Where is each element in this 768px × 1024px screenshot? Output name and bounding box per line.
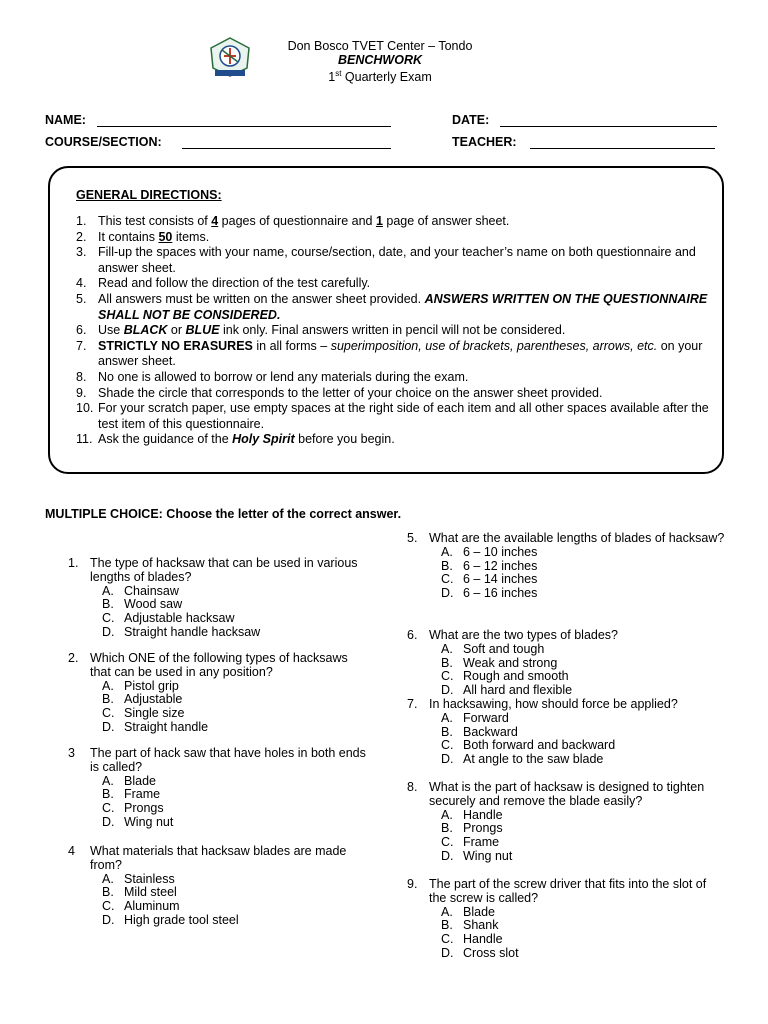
subject-title: BENCHWORK [337,53,423,67]
question-number: 8. [407,780,418,794]
option-letter: A. [441,544,453,559]
option-text: Forward [463,710,509,725]
question-item [407,698,727,767]
teacher-label: TEACHER: [452,135,517,149]
option-text: All hard and flexible [463,683,573,698]
option-letter: D. [102,814,115,829]
option-text: Frame [124,787,161,802]
option-letter: D. [441,683,454,698]
option-letter: A. [441,904,453,919]
option-text: Wing nut [124,814,174,829]
direction-text: before you begin. [294,432,395,447]
direction-number: 10. [76,401,94,416]
option-text: Adjustable [124,692,183,707]
option-letter: C. [441,932,454,947]
question-number: 3 [68,746,75,760]
question-item [68,557,368,640]
answer-option [68,886,368,900]
option-letter: B. [441,655,453,670]
question-text: What are the two types of blades? [429,628,618,642]
option-letter: D. [102,624,115,639]
question-number: 2. [68,651,79,665]
direction-text: superimposition, use of brackets, parentheses, arrows, etc. [330,338,658,353]
direction-item [76,432,716,448]
question-item [68,747,368,830]
option-text: 6 – 10 inches [463,544,538,559]
question-item [68,845,368,928]
option-text: Prongs [124,801,164,816]
question-number: 5. [407,531,418,545]
question-text: The part of hack saw that have holes in both ends is called? [90,746,366,774]
option-letter: C. [441,669,454,684]
answer-option [407,906,727,920]
option-letter: C. [441,572,454,587]
direction-number: 1. [76,214,87,228]
option-letter: D. [441,752,454,767]
direction-text: Holy Spirit [232,432,295,447]
question-text: Which ONE of the following types of hacksaws that can be used in any position? [90,651,348,679]
name-label: NAME: [45,113,86,127]
option-letter: A. [102,871,114,886]
option-text: Handle [463,807,503,822]
question-item [407,781,727,864]
answer-option [407,739,727,753]
answer-option [68,626,368,640]
option-text: Pistol grip [124,678,179,693]
direction-item [76,386,716,402]
answer-option [68,788,368,802]
answer-option [407,933,727,947]
direction-text: 1 [375,214,383,228]
direction-item [76,370,716,386]
option-text: Prongs [463,821,503,836]
direction-item [76,230,716,246]
date-label: DATE: [452,113,490,127]
option-text: Straight handle [124,719,209,734]
answer-option [407,809,727,823]
answer-option [407,753,727,767]
option-text: Wing nut [463,848,513,863]
answer-option [68,914,368,928]
exam-header [270,39,490,84]
option-letter: A. [102,773,114,788]
question-text: In hacksawing, how should force be applied? [429,697,678,711]
answer-option [68,585,368,599]
direction-number: 6. [76,323,87,338]
option-letter: B. [441,558,453,573]
answer-option [407,657,727,671]
direction-number: 11. [76,432,93,447]
multiple-choice-title: MULTIPLE CHOICE: Choose the letter of the correct answer. [45,507,402,521]
option-text: Backward [463,724,518,739]
answer-option [407,546,727,560]
question-number: 4 [68,844,75,858]
direction-text: BLACK [123,323,168,338]
option-letter: B. [102,787,114,802]
option-letter: D. [441,848,454,863]
direction-number: 2. [76,229,87,244]
direction-text: BLUE [185,323,220,338]
option-letter: D. [441,586,454,601]
direction-text: ANSWERS WRITTEN ON THE QUESTIONNAIRE SHALL NOT BE CONSIDERED. [98,291,708,322]
direction-item [76,339,716,370]
exam-title: 1st Quarterly Exam [328,69,432,85]
direction-text: Read and follow the direction of the test carefully. [98,276,371,291]
answer-option [407,684,727,698]
directions-title: GENERAL DIRECTIONS: [76,188,222,202]
answer-option [407,947,727,961]
direction-item [76,276,716,292]
question-item [407,878,727,961]
option-text: Cross slot [463,945,519,960]
option-letter: B. [102,597,114,612]
option-text: High grade tool steel [124,912,239,927]
option-text: Both forward and backward [463,738,616,753]
direction-text: Shade the circle that corresponds to the letter of your choice on the answer sheet provided. [98,385,603,400]
question-item [68,652,368,735]
direction-text: This test consists of [98,214,212,228]
option-text: Blade [124,773,156,788]
question-item [407,532,727,601]
option-letter: D. [102,912,115,927]
option-letter: A. [441,710,453,725]
school-logo-icon [207,36,253,80]
question-text: What is the part of hacksaw is designed to tighten securely and remove the blade easily? [429,780,705,808]
answer-option [68,816,368,830]
option-text: Aluminum [124,899,180,914]
direction-item [76,292,716,323]
question-text: The part of the screw driver that fits into the slot of the screw is called? [429,877,707,905]
option-text: 6 – 14 inches [463,572,538,587]
option-letter: B. [102,885,114,900]
option-letter: D. [441,945,454,960]
direction-text: 50 [158,229,173,244]
direction-item [76,245,716,276]
direction-text: ink only. Final answers written in pencil will not be considered. [219,323,566,338]
direction-number: 9. [76,385,87,400]
option-text: Shank [463,918,499,933]
option-text: Stainless [124,871,175,886]
direction-text: It contains [98,229,159,244]
direction-item [76,401,716,432]
direction-text: All answers must be written on the answer sheet provided. [98,291,425,306]
direction-text: pages of questionnaire and [218,214,376,228]
option-letter: C. [441,835,454,850]
direction-text: No one is allowed to borrow or lend any materials during the exam. [98,369,469,384]
question-number: 1. [68,556,79,570]
option-text: Chainsaw [124,583,179,598]
answer-option [407,643,727,657]
direction-text: Use [98,323,124,338]
answer-option [407,726,727,740]
option-text: Handle [463,932,503,947]
option-text: Wood saw [124,597,183,612]
answer-option [68,707,368,721]
answer-option [407,919,727,933]
option-letter: D. [102,719,115,734]
school-name: Don Bosco TVET Center – Tondo [287,39,473,53]
option-letter: A. [441,641,453,656]
date-field[interactable] [452,113,489,127]
direction-number: 7. [76,338,87,353]
answer-option [407,836,727,850]
direction-text: page of answer sheet. [382,214,510,228]
answer-option [68,612,368,626]
direction-number: 8. [76,369,87,384]
direction-text: or [167,323,186,338]
answer-option [68,680,368,694]
teacher-field[interactable] [452,135,517,149]
option-text: Frame [463,835,500,850]
question-number: 6. [407,628,418,642]
option-text: Soft and tough [463,641,545,656]
question-text: What are the available lengths of blades of hacksaw? [429,531,725,545]
direction-number: 5. [76,291,87,306]
question-item [407,629,727,698]
name-field[interactable] [45,113,86,127]
question-number: 9. [407,877,418,891]
option-letter: C. [102,801,115,816]
option-letter: B. [102,692,114,707]
option-letter: A. [102,583,114,598]
answer-option [407,712,727,726]
direction-number: 3. [76,245,87,260]
direction-text: For your scratch paper, use empty spaces at the right side of each item and all other spaces available after the test item of this questionnaire. [98,401,709,431]
option-text: 6 – 12 inches [463,558,538,573]
option-text: Mild steel [124,885,177,900]
option-text: Weak and strong [463,655,558,670]
question-text: The type of hacksaw that can be used in various lengths of blades? [90,556,358,584]
direction-text: STRICTLY NO ERASURES [98,338,253,353]
answer-option [68,598,368,612]
option-text: At angle to the saw blade [463,752,604,767]
option-text: Blade [463,904,495,919]
answer-option [407,560,727,574]
question-number: 7. [407,697,418,711]
direction-item [76,323,716,339]
answer-option [68,775,368,789]
question-text: What materials that hacksaw blades are made from? [90,844,347,872]
option-letter: B. [441,724,453,739]
direction-text: on your answer sheet. [98,338,703,369]
option-letter: B. [441,821,453,836]
option-text: Straight handle hacksaw [124,624,261,639]
direction-text: 4 [211,214,219,228]
answer-option [68,802,368,816]
directions-list [76,214,716,448]
answer-option [407,850,727,864]
direction-text: items. [172,229,210,244]
answer-option [68,693,368,707]
answer-option [68,873,368,887]
answer-option [407,670,727,684]
answer-option [407,573,727,587]
option-letter: C. [102,706,115,721]
option-letter: C. [441,738,454,753]
option-text: 6 – 16 inches [463,586,538,601]
course-section-field[interactable] [45,135,162,149]
course-section-label: COURSE/SECTION: [45,135,162,149]
direction-text: Ask the guidance of the [98,432,233,447]
option-letter: B. [441,918,453,933]
option-letter: C. [102,899,115,914]
answer-option [68,900,368,914]
option-text: Adjustable hacksaw [124,611,235,626]
answer-option [68,721,368,735]
option-letter: A. [441,807,453,822]
answer-option [407,822,727,836]
option-text: Rough and smooth [463,669,569,684]
answer-option [407,587,727,601]
direction-item [76,214,716,230]
option-letter: A. [102,678,114,693]
option-letter: C. [102,611,115,626]
option-text: Single size [124,706,185,721]
direction-number: 4. [76,276,87,291]
direction-text: in all forms – [252,338,331,353]
direction-text: Fill-up the spaces with your name, course/section, date, and your teacher’s name on both questionnaire and answer sheet. [98,245,696,275]
